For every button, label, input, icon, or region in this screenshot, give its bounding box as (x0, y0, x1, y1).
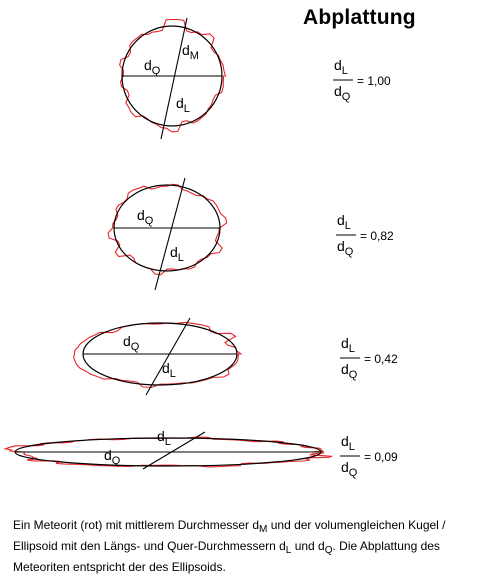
ratio-value: = 0,42 (364, 352, 398, 366)
ratio-fraction (333, 57, 391, 103)
caption-sub-q: Q (324, 545, 333, 556)
panel-3 (74, 318, 398, 395)
ratio-denominator: $d_Q$ (341, 361, 358, 381)
dl-label: $d_L$ (176, 95, 190, 115)
caption-sub-l: L (285, 545, 292, 556)
ratio-numerator: $d_L$ (337, 212, 351, 232)
laengs-axis (155, 178, 185, 290)
ratio-denominator: $d_Q$ (334, 83, 351, 103)
caption-part-2: und der volumengleichen Kugel / Ellipsoid mit den Längs- und Quer-Durchmessern d (13, 518, 446, 553)
caption-sub-m: M (259, 524, 268, 535)
panels-layer (5, 18, 398, 479)
dq-label: $d_Q$ (144, 57, 161, 77)
ratio-fraction (340, 433, 398, 479)
ratio-denominator: $d_Q$ (341, 459, 358, 479)
dl-label: $d_L$ (170, 244, 184, 264)
panel-4 (5, 428, 398, 479)
ratio-value: = 0,82 (360, 229, 394, 243)
dq-label: $d_Q$ (104, 447, 121, 467)
caption-part-1: Ein Meteorit (rot) mit mittlerem Durchmesser d (13, 518, 260, 532)
ratio-fraction (336, 212, 394, 258)
ratio-numerator: $d_L$ (341, 335, 355, 355)
caption-part-3: und d (291, 539, 325, 553)
dq-label: $d_Q$ (137, 207, 154, 227)
dl-label: $d_L$ (162, 360, 176, 380)
figure-caption (13, 515, 483, 578)
ratio-fraction (340, 335, 398, 381)
dq-label: $d_Q$ (123, 333, 140, 353)
dm-label: $d_M$ (182, 42, 199, 62)
ratio-value: = 1,00 (357, 74, 391, 88)
meteorite-outline (108, 184, 227, 274)
laengs-axis (161, 18, 187, 139)
ratio-denominator: $d_Q$ (337, 238, 354, 258)
ratio-numerator: $d_L$ (334, 57, 348, 77)
panel-1 (120, 18, 391, 139)
ratio-numerator: $d_L$ (341, 433, 355, 453)
figure-title: Abplattung (303, 6, 416, 29)
dl-label: $d_L$ (157, 428, 171, 448)
caption-part-4: . Die Abplattung des Meteoriten entspricht der des Ellipsoids. (13, 539, 440, 574)
ratio-value: = 0,09 (364, 450, 398, 464)
panel-2 (108, 178, 394, 290)
